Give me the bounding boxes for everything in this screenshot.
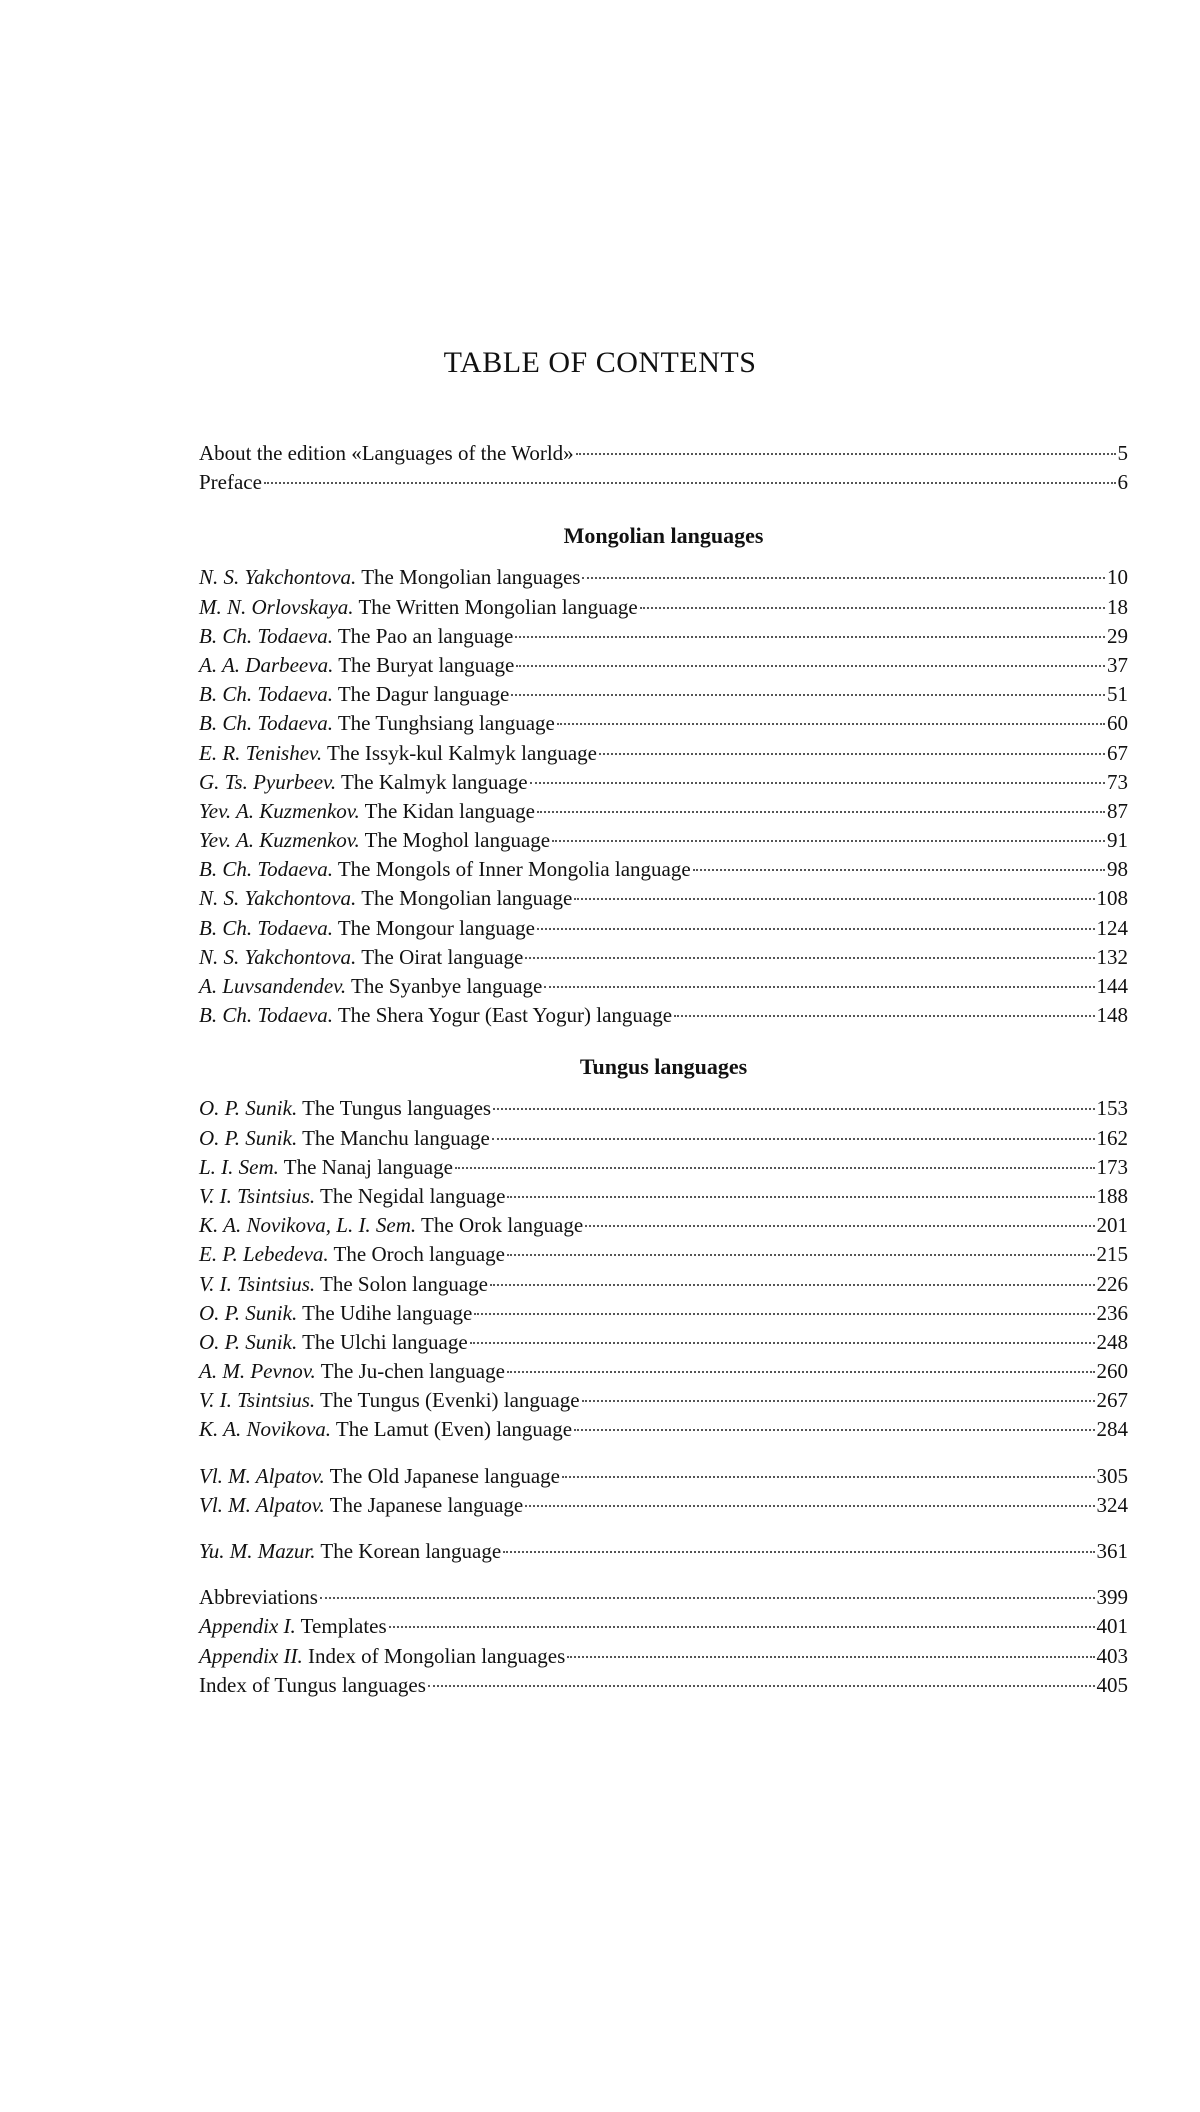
entry-author: V. I. Tsintsius. — [199, 1271, 316, 1296]
dot-leader — [574, 898, 1094, 900]
toc-entry — [199, 1240, 1128, 1269]
dot-leader — [320, 1597, 1095, 1599]
toc-entry — [199, 1299, 1128, 1328]
entry-title: Index of Mongolian languages — [308, 1643, 566, 1668]
dot-leader — [515, 636, 1105, 638]
dot-leader — [490, 1284, 1095, 1286]
page-title: TABLE OF CONTENTS — [443, 346, 757, 379]
section-heading-tungus: Tungus languages — [579, 1054, 748, 1080]
entry-label — [199, 1001, 672, 1030]
toc-entry — [199, 1642, 1128, 1671]
entry-author: Yu. M. Mazur. — [199, 1539, 316, 1563]
entry-author: Appendix I. — [199, 1614, 296, 1639]
entry-author: O. P. Sunik. — [199, 1096, 298, 1121]
dot-leader — [567, 1656, 1094, 1658]
entry-page-number: 188 — [1096, 1183, 1128, 1208]
mongolian-entries-list — [199, 563, 1128, 1030]
entry-label — [199, 709, 555, 738]
entry-title: Index of Tungus languages — [199, 1672, 426, 1697]
entry-title: The Issyk-kul Kalmyk language — [326, 740, 597, 765]
toc-entry — [199, 651, 1128, 680]
entry-author: O. P. Sunik. — [199, 1300, 298, 1325]
dot-leader — [507, 1371, 1095, 1373]
entry-page-number: 248 — [1096, 1329, 1128, 1354]
entry-page-number: 405 — [1096, 1672, 1128, 1697]
entry-title: The Tungus (Evenki) language — [320, 1388, 580, 1413]
toc-entry — [199, 1328, 1128, 1357]
entry-label — [199, 1299, 472, 1328]
entry-author: Yev. A. Kuzmenkov. — [199, 798, 360, 823]
toc-entry — [199, 1583, 1128, 1612]
japanese-entries-list — [199, 1462, 1128, 1520]
entry-label — [199, 1491, 523, 1520]
entry-page-number: 260 — [1096, 1359, 1128, 1384]
entry-page-number: 5 — [1117, 441, 1128, 465]
entry-label — [199, 1153, 453, 1182]
entry-author: M. N. Orlovskaya. — [199, 594, 354, 619]
entry-page-number: 215 — [1096, 1242, 1128, 1267]
entry-page-number: 226 — [1096, 1271, 1128, 1296]
toc-entry — [199, 768, 1128, 797]
entry-page-number: 18 — [1107, 594, 1128, 619]
entry-author: B. Ch. Todaeva. — [199, 623, 333, 648]
entry-label — [199, 972, 542, 1001]
entry-author: A. M. Pevnov. — [199, 1359, 316, 1384]
toc-entry — [199, 1182, 1128, 1211]
entry-title: The Kalmyk language — [340, 769, 528, 794]
entry-title: The Oroch language — [333, 1242, 505, 1267]
entry-page-number: 153 — [1096, 1096, 1128, 1121]
toc-entry — [199, 1612, 1128, 1641]
entry-page-number: 401 — [1096, 1614, 1128, 1639]
entry-label — [199, 768, 528, 797]
entry-label — [199, 855, 691, 884]
toc-entry — [199, 1094, 1128, 1123]
dot-leader — [428, 1685, 1095, 1687]
toc-entry — [199, 593, 1128, 622]
entry-page-number: 37 — [1107, 652, 1128, 677]
dot-leader — [389, 1626, 1095, 1628]
entry-label — [199, 1240, 505, 1269]
entry-title: The Orok language — [421, 1213, 584, 1238]
entry-page-number: 73 — [1107, 769, 1128, 794]
entry-title: The Syanbye language — [351, 974, 543, 998]
entry-page-number: 399 — [1096, 1585, 1128, 1610]
entry-page-number: 148 — [1096, 1003, 1128, 1028]
entry-label — [199, 1357, 505, 1386]
dot-leader — [264, 482, 1116, 484]
dot-leader — [493, 1108, 1094, 1110]
entry-author: V. I. Tsintsius. — [199, 1183, 316, 1208]
entry-title: Templates — [300, 1614, 387, 1639]
entry-author: B. Ch. Todaeva. — [199, 682, 333, 707]
toc-entry — [199, 1124, 1128, 1153]
dot-leader — [582, 577, 1105, 579]
entry-label — [199, 468, 262, 497]
entry-author: E. R. Tenishev. — [199, 740, 323, 765]
dot-leader — [470, 1342, 1095, 1344]
entry-author: N. S. Yakchontova. — [199, 944, 357, 969]
entry-author: B. Ch. Todaeva. — [199, 1003, 333, 1028]
entry-page-number: 144 — [1096, 974, 1128, 998]
entry-title: The Pao an language — [337, 623, 514, 648]
toc-entry — [199, 1671, 1128, 1700]
entry-label — [199, 680, 509, 709]
entry-label — [199, 1211, 583, 1240]
entry-title: The Moghol language — [364, 828, 551, 853]
toc-entry — [199, 622, 1128, 651]
dot-leader — [582, 1400, 1095, 1402]
dot-leader — [574, 1429, 1094, 1431]
entry-page-number: 403 — [1096, 1643, 1128, 1668]
entry-author: N. S. Yakchontova. — [199, 565, 357, 590]
toc-entry — [199, 943, 1128, 972]
entry-label — [199, 1537, 501, 1566]
entry-page-number: 324 — [1096, 1492, 1128, 1517]
toc-entry — [199, 1357, 1128, 1386]
entry-label — [199, 1642, 565, 1671]
entry-page-number: 236 — [1096, 1300, 1128, 1325]
entry-title: The Old Japanese language — [329, 1463, 560, 1488]
entry-label — [199, 1671, 426, 1700]
entry-title: The Written Mongolian language — [358, 594, 638, 619]
entry-label — [199, 1124, 490, 1153]
toc-entry — [199, 680, 1128, 709]
entry-author: V. I. Tsintsius. — [199, 1388, 316, 1413]
dot-leader — [492, 1138, 1095, 1140]
entry-author: Appendix II. — [199, 1643, 303, 1668]
dot-leader — [507, 1196, 1094, 1198]
toc-entry — [199, 914, 1128, 943]
toc-entry — [199, 1537, 1128, 1566]
entry-title: The Shera Yogur (East Yogur) language — [337, 1003, 673, 1028]
dot-leader — [525, 1505, 1094, 1507]
entry-label — [199, 1415, 572, 1444]
dot-leader — [537, 928, 1095, 930]
entry-author: A. Luvsandendev. — [199, 974, 347, 998]
entry-page-number: 67 — [1107, 740, 1128, 765]
toc-entry — [199, 739, 1128, 768]
entry-title: The Lamut (Even) language — [335, 1417, 573, 1442]
entry-label — [199, 739, 597, 768]
entry-title: The Mongour language — [337, 915, 535, 940]
toc-entry — [199, 855, 1128, 884]
toc-entry — [199, 1462, 1128, 1491]
dot-leader — [552, 840, 1105, 842]
dot-leader — [537, 811, 1105, 813]
dot-leader — [474, 1313, 1094, 1315]
dot-leader — [511, 694, 1105, 696]
dot-leader — [525, 957, 1094, 959]
entry-author: E. P. Lebedeva. — [199, 1242, 329, 1267]
toc-entry — [199, 1211, 1128, 1240]
entry-page-number: 201 — [1096, 1213, 1128, 1238]
korean-entries-list — [199, 1537, 1128, 1566]
dot-leader — [562, 1476, 1095, 1478]
entry-author: Yev. A. Kuzmenkov. — [199, 828, 360, 853]
entry-title: The Udihe language — [302, 1300, 473, 1325]
entry-title: About the edition «Languages of the World» — [199, 441, 574, 465]
entry-title: The Manchu language — [302, 1125, 490, 1150]
entry-title: The Mongols of Inner Mongolia language — [337, 857, 691, 882]
entry-title: The Korean language — [320, 1539, 502, 1563]
entry-label — [199, 1328, 468, 1357]
entry-title: The Mongolian languages — [361, 565, 581, 590]
toc-entry — [199, 1386, 1128, 1415]
entry-author: G. Ts. Pyurbeev. — [199, 769, 337, 794]
entry-page-number: 98 — [1107, 857, 1128, 882]
entry-title: The Tunghsiang language — [337, 711, 555, 736]
dot-leader — [693, 869, 1105, 871]
entry-title: The Dagur language — [337, 682, 510, 707]
entry-page-number: 60 — [1107, 711, 1128, 736]
toc-entry — [199, 1491, 1128, 1520]
toc-entry — [199, 709, 1128, 738]
entry-page-number: 361 — [1096, 1539, 1128, 1563]
entry-label — [199, 1182, 505, 1211]
tungus-entries-list — [199, 1094, 1128, 1444]
entry-page-number: 132 — [1096, 944, 1128, 969]
entry-author: L. I. Sem. — [199, 1154, 279, 1179]
entry-author: K. A. Novikova, L. I. Sem. — [199, 1213, 417, 1238]
entry-title: The Japanese language — [329, 1492, 524, 1517]
entry-label — [199, 563, 580, 592]
entry-title: Abbreviations — [199, 1585, 318, 1610]
entry-author: O. P. Sunik. — [199, 1125, 298, 1150]
entry-label — [199, 593, 638, 622]
toc-entry — [199, 1270, 1128, 1299]
dot-leader — [640, 607, 1105, 609]
dot-leader — [455, 1167, 1095, 1169]
entry-label — [199, 826, 550, 855]
entry-page-number: 91 — [1107, 828, 1128, 853]
entry-label — [199, 1270, 488, 1299]
dot-leader — [530, 782, 1105, 784]
entry-author: B. Ch. Todaeva. — [199, 857, 333, 882]
entry-title: The Oirat language — [361, 944, 524, 969]
toc-entry — [199, 972, 1128, 1001]
entry-label — [199, 1583, 318, 1612]
back-matter-list — [199, 1583, 1128, 1700]
entry-label — [199, 943, 523, 972]
dot-leader — [674, 1015, 1094, 1017]
dot-leader — [599, 753, 1105, 755]
entry-page-number: 267 — [1096, 1388, 1128, 1413]
entry-title: The Negidal language — [320, 1183, 506, 1208]
entry-page-number: 124 — [1096, 915, 1128, 940]
entry-author: Vl. M. Alpatov. — [199, 1492, 325, 1517]
entry-title: The Kidan language — [364, 798, 535, 823]
dot-leader — [557, 723, 1105, 725]
entry-title: The Solon language — [320, 1271, 488, 1296]
entry-label — [199, 1462, 560, 1491]
dot-leader — [544, 986, 1094, 988]
entry-label — [199, 1094, 491, 1123]
toc-entry — [199, 884, 1128, 913]
dot-leader — [585, 1225, 1094, 1227]
dot-leader — [503, 1551, 1094, 1553]
toc-body — [199, 439, 1128, 1700]
toc-entry — [199, 1153, 1128, 1182]
entry-author: A. A. Darbeeva. — [199, 652, 334, 677]
entry-title: The Nanaj language — [283, 1154, 453, 1179]
entry-author: K. A. Novikova. — [199, 1417, 332, 1442]
entry-author: B. Ch. Todaeva. — [199, 915, 333, 940]
toc-entry — [199, 468, 1128, 497]
section-heading-mongolian: Mongolian languages — [563, 523, 764, 549]
toc-entry — [199, 1415, 1128, 1444]
entry-page-number: 29 — [1107, 623, 1128, 648]
entry-author: N. S. Yakchontova. — [199, 886, 357, 911]
toc-entry — [199, 439, 1128, 468]
entry-label — [199, 884, 572, 913]
toc-entry — [199, 826, 1128, 855]
toc-entry — [199, 1001, 1128, 1030]
entry-title: The Mongolian language — [361, 886, 573, 911]
entry-label — [199, 622, 513, 651]
entry-author: O. P. Sunik. — [199, 1329, 298, 1354]
dot-leader — [516, 665, 1105, 667]
entry-label — [199, 914, 535, 943]
entry-page-number: 6 — [1117, 470, 1128, 495]
entry-page-number: 284 — [1096, 1417, 1128, 1442]
toc-entry — [199, 797, 1128, 826]
entry-title: The Buryat language — [338, 652, 515, 677]
entry-label — [199, 651, 514, 680]
entry-label — [199, 797, 535, 826]
entry-label — [199, 1386, 580, 1415]
entry-title: The Ulchi language — [302, 1329, 468, 1354]
entry-page-number: 10 — [1107, 565, 1128, 590]
entry-page-number: 162 — [1096, 1125, 1128, 1150]
entry-label — [199, 1612, 387, 1641]
entry-title: The Tungus languages — [302, 1096, 492, 1121]
entry-page-number: 305 — [1096, 1463, 1128, 1488]
entry-author: B. Ch. Todaeva. — [199, 711, 333, 736]
front-matter-list — [199, 439, 1128, 497]
entry-author: Vl. M. Alpatov. — [199, 1463, 325, 1488]
entry-label — [199, 439, 574, 468]
entry-title: Preface — [199, 470, 262, 495]
entry-page-number: 87 — [1107, 798, 1128, 823]
entry-page-number: 51 — [1107, 682, 1128, 707]
dot-leader — [576, 453, 1116, 455]
dot-leader — [507, 1254, 1095, 1256]
entry-page-number: 173 — [1096, 1154, 1128, 1179]
entry-page-number: 108 — [1096, 886, 1128, 911]
toc-entry — [199, 563, 1128, 592]
entry-title: The Ju-chen language — [320, 1359, 505, 1384]
